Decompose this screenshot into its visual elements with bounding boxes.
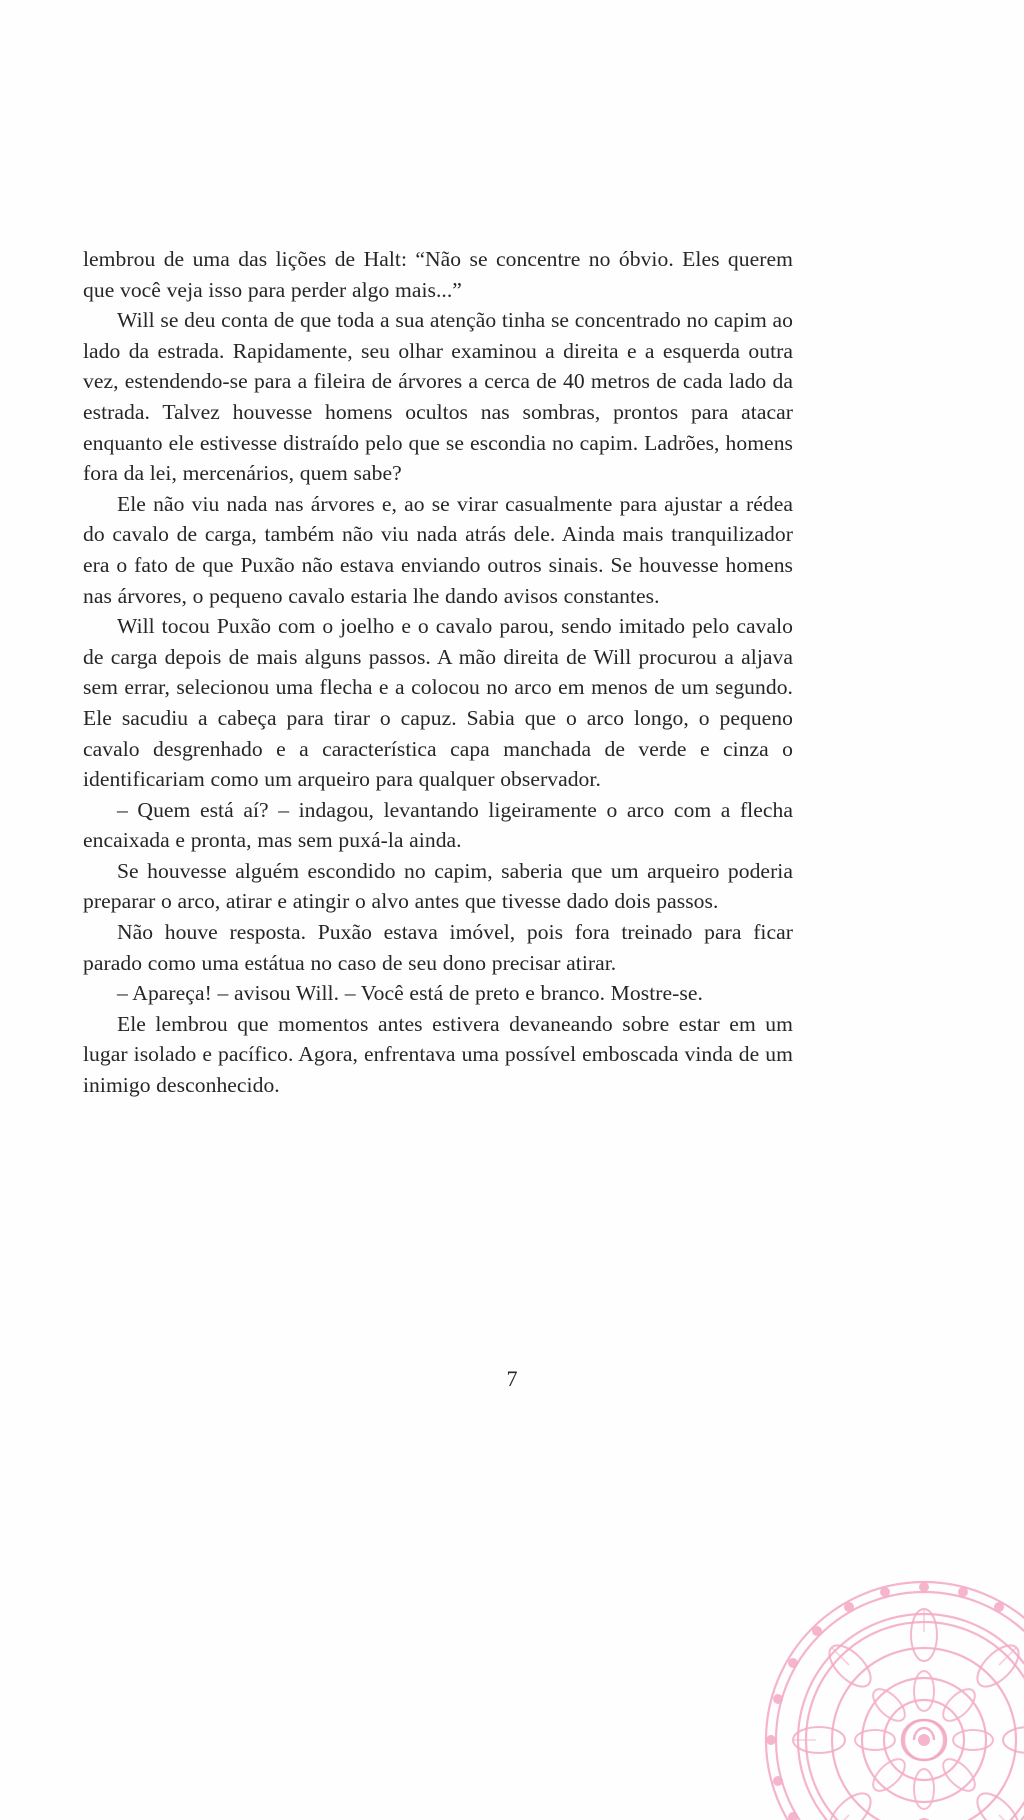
mandala-ornament-icon: [754, 1570, 1024, 1820]
paragraph: Ele não viu nada nas árvores e, ao se virar casualmente para ajustar a rédea do cavalo de carga, também não viu nada atrás dele. Ainda mais tranquilizador era o fato de que Puxão não estava enviando outros sinais. Se houvesse homens nas árvores, o pequeno cavalo estaria lhe dando avisos constantes.: [83, 491, 793, 608]
paragraph: Will tocou Puxão com o joelho e o cavalo parou, sendo imitado pelo cavalo de carga depois de mais alguns passos. A mão direita de Will procurou a aljava sem errar, selecionou uma flecha e a colocou no arco em menos de um segundo. Ele sacudiu a cabeça para tirar o capuz. Sabia que o arco longo, o pequeno cavalo desgrenhado e a característica capa manchada de verde e cinza o identificariam como um arqueiro para qualquer observador.: [83, 614, 793, 792]
paragraph: Will se deu conta de que toda a sua atenção tinha se concentrado no capim ao lado da estrada. Rapidamente, seu olhar examinou a direita e a esquerda outra vez, estendendo-se para a fileira de árvores a cerca de 40 metros de cada lado da estrada. Talvez houvesse homens ocultos nas sombras, prontos para atacar enquanto ele estivesse distraído pelo que se escondia no capim. Ladrões, homens fora da lei, mercenários, quem sabe?: [83, 308, 793, 486]
paragraph: Ele lembrou que momentos antes estivera devaneando sobre estar em um lugar isolado e pacífico. Agora, enfrentava uma possível emboscada vinda de um inimigo desconhecido.: [83, 1011, 793, 1098]
paragraph: Se houvesse alguém escondido no capim, saberia que um arqueiro poderia preparar o arco, atirar e atingir o alvo antes que tivesse dado dois passos.: [83, 858, 793, 914]
page-number: 7: [506, 1366, 518, 1391]
page-text-block: [83, 244, 793, 1101]
paragraph: Não houve resposta. Puxão estava imóvel, pois fora treinado para ficar parado como uma estátua no caso de seu dono precisar atirar.: [83, 920, 793, 975]
paragraph: lembrou de uma das lições de Halt: “Não se concentre no óbvio. Eles querem que você veja isso para perder algo mais...”: [83, 247, 793, 302]
paragraph: – Quem está aí? – indagou, levantando ligeiramente o arco com a flecha encaixada e pronta, mas sem puxá-la ainda.: [83, 797, 793, 853]
paragraph: – Apareça! – avisou Will. – Você está de preto e branco. Mostre-se.: [117, 981, 703, 1006]
